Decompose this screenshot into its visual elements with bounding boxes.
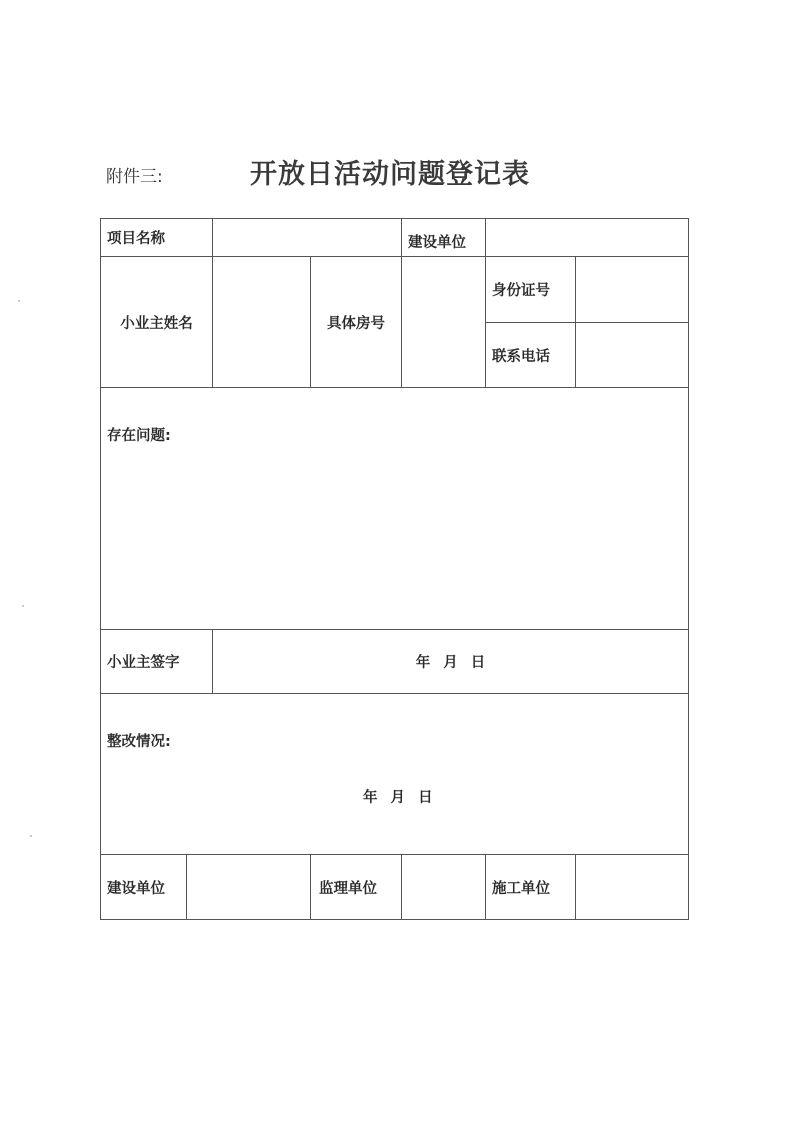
phone-field[interactable]	[576, 323, 689, 388]
project-name-label: 项目名称	[101, 219, 213, 257]
room-number-label: 具体房号	[311, 257, 402, 388]
scan-speck	[18, 300, 20, 302]
footer-construction-unit-label: 建设单位	[101, 855, 187, 920]
footer-construction-unit-field[interactable]	[187, 855, 311, 920]
page-title: 开放日活动问题登记表	[250, 159, 530, 190]
attachment-label: 附件三:	[106, 167, 163, 187]
owner-signature-label: 小业主签字	[101, 630, 213, 694]
construction-unit-field[interactable]	[486, 219, 689, 257]
footer-supervision-unit-label: 监理单位	[311, 855, 402, 920]
issues-field[interactable]	[101, 388, 689, 630]
rectification-date: 年 月 日	[363, 790, 433, 806]
owner-signature-date: 年 月 日	[415, 655, 486, 671]
room-number-field[interactable]	[402, 257, 486, 388]
footer-supervision-unit-field[interactable]	[402, 855, 486, 920]
phone-label: 联系电话	[486, 323, 576, 388]
footer-builder-unit-field[interactable]	[576, 855, 689, 920]
construction-unit-label: 建设单位	[402, 219, 486, 257]
project-name-field[interactable]	[213, 219, 402, 257]
scan-speck	[30, 835, 32, 837]
scan-speck	[22, 605, 24, 607]
footer-builder-unit-label: 施工单位	[486, 855, 576, 920]
id-number-field[interactable]	[576, 257, 689, 323]
owner-signature-field[interactable]	[213, 630, 689, 694]
id-number-label: 身份证号	[486, 257, 576, 323]
registration-form-table	[100, 218, 689, 920]
owner-name-label: 小业主姓名	[101, 257, 213, 388]
issues-label: 存在问题:	[107, 428, 171, 444]
rectification-label: 整改情况:	[107, 734, 171, 750]
owner-name-field[interactable]	[213, 257, 311, 388]
rectification-field[interactable]	[101, 694, 689, 855]
